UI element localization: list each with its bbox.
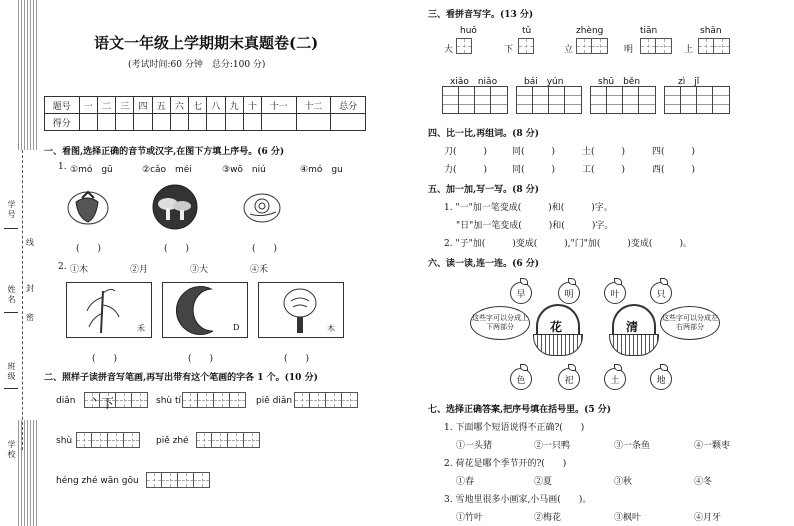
q1-char-option-4: ④禾 [250, 265, 269, 275]
score-cell[interactable] [296, 114, 331, 131]
q3-char-shang: 上 [684, 45, 694, 55]
q7-q1-option-3: ③一条鱼 [614, 441, 651, 451]
table-cell: 四 [134, 97, 152, 114]
q2-item-piedian: piě diǎn [256, 396, 293, 406]
q2-item-dian: diǎn [56, 396, 76, 406]
pinyin-cell[interactable] [533, 87, 549, 113]
q2-title: 二、照样子读拼音写笔画,再写出带有这个笔画的字各 1 个。(10 分) [44, 373, 318, 383]
apple-char: 叶 [610, 289, 620, 300]
grid-cell[interactable] [214, 392, 230, 408]
pinyin-cell[interactable] [591, 87, 607, 113]
q5-line2[interactable]: "日"加一笔变成( )和( )字。 [456, 221, 614, 231]
apple-ye[interactable] [604, 282, 626, 304]
q7-title: 七、选择正确答案,把序号填在括号里。(5 分) [428, 405, 612, 415]
school-label: 学校 [7, 440, 16, 460]
q7-question-2[interactable]: 2. 荷花是哪个季节开的?( ) [444, 459, 567, 469]
q3-title: 三、看拼音写字。(13 分) [428, 10, 534, 20]
q4-row1-item3[interactable]: 土( ) [582, 147, 626, 157]
pinyin-cell[interactable] [517, 87, 533, 113]
binding-strip [0, 0, 40, 526]
q7-q3-option-2: ②梅花 [534, 513, 562, 523]
q1-char-option-3: ③大 [190, 265, 209, 275]
apple-char: 早 [516, 289, 526, 300]
moon-picture [162, 282, 248, 338]
q4-row2-item1[interactable]: 力( ) [444, 165, 488, 175]
apple-si[interactable] [558, 368, 580, 390]
q3-pinyin-baiyun: bái yún [524, 77, 564, 87]
table-cell: 十一 [261, 97, 296, 114]
class-line [4, 388, 18, 389]
q7-q3-option-3: ③枫叶 [614, 513, 642, 523]
pinyin-cell[interactable] [713, 87, 729, 113]
q5-line1[interactable]: 1. "一"加一笔变成( )和( )字。 [444, 203, 613, 213]
q1-part2-num: 2. [58, 262, 67, 272]
q4-row1-item4[interactable]: 四( ) [652, 147, 696, 157]
grid-cell[interactable] [656, 38, 672, 54]
grid-cell[interactable] [198, 392, 214, 408]
apple-zhi[interactable] [650, 282, 672, 304]
table-cell: 得分 [45, 114, 80, 131]
grid-cell[interactable] [342, 392, 358, 408]
example-stroke: 丶 [88, 393, 101, 407]
answer-paren[interactable]: ( ) [188, 354, 214, 364]
q2-item-piezhe: piě zhé [156, 436, 189, 446]
q3-grid-shuben[interactable] [590, 86, 656, 114]
student-id-line [4, 228, 18, 229]
apple-se[interactable] [510, 368, 532, 390]
table-cell: 一 [79, 97, 97, 114]
q5-title: 五、加一加,写一写。(8 分) [428, 185, 540, 195]
class-label: 班级 [7, 362, 16, 382]
q6-title: 六、读一读,连一连。(6 分) [428, 259, 540, 269]
q2-grid-piezhe[interactable] [196, 432, 260, 448]
table-cell: 九 [225, 97, 243, 114]
q7-q2-option-2: ②夏 [534, 477, 553, 487]
rice-plant-picture [66, 282, 152, 338]
apple-char: 色 [516, 375, 526, 386]
q3-grid-xiaoniao[interactable] [442, 86, 508, 114]
q4-row2-item2[interactable]: 同( ) [512, 165, 556, 175]
q3-grid-zheng[interactable] [576, 38, 608, 54]
snail-image [242, 190, 282, 224]
q4-row1-item1[interactable]: 刀( ) [444, 147, 488, 157]
table-cell: 题号 [45, 97, 80, 114]
name-line [4, 312, 18, 313]
grid-cell[interactable] [244, 432, 260, 448]
binding-label-feng: 封 [26, 284, 34, 293]
q1-option-2: ②cǎo méi [142, 165, 192, 175]
grid-cell[interactable] [108, 432, 124, 448]
grid-cell[interactable] [592, 38, 608, 54]
grid-cell[interactable] [132, 392, 148, 408]
pinyin-cell[interactable] [443, 87, 459, 113]
pinyin-cell[interactable] [639, 87, 655, 113]
q1-option-4: ④mó gu [300, 165, 343, 175]
q7-question-3[interactable]: 3. 雪地里很多小画家,小马画( )。 [444, 495, 592, 505]
table-cell: 总分 [331, 97, 366, 114]
grid-cell[interactable] [124, 432, 140, 448]
q7-q1-option-1: ①一头猪 [456, 441, 493, 451]
table-cell: 十 [243, 97, 261, 114]
q3-pinyin-tu: tǔ [522, 26, 532, 36]
grid-cell[interactable] [178, 472, 194, 488]
score-cell[interactable] [225, 114, 243, 131]
basket-label-hua: 花 [550, 320, 563, 334]
grid-cell[interactable] [310, 392, 326, 408]
binding-hatch-top [18, 0, 38, 150]
q7-q3-option-1: ①竹叶 [456, 513, 484, 523]
q2-grid-shu[interactable] [76, 432, 140, 448]
speech-bubble-left: 这些字可以分成上下两部分 [470, 306, 530, 340]
q2-item-hengzhewangou: héng zhé wān gōu [56, 476, 139, 486]
page-title: 语文一年级上学期期末真题卷(二) [94, 34, 319, 52]
answer-paren[interactable]: ( ) [284, 354, 310, 364]
q3-pinyin-tian: tiān [640, 26, 658, 36]
pinyin-cell[interactable] [681, 87, 697, 113]
apple-ming[interactable] [558, 282, 580, 304]
answer-paren[interactable]: ( ) [252, 244, 278, 254]
speech-bubble-right: 这些字可以分成左右两部分 [660, 306, 720, 340]
q7-q2-option-3: ③秋 [614, 477, 633, 487]
q4-row2-item4[interactable]: 西( ) [652, 165, 696, 175]
score-cell[interactable] [261, 114, 296, 131]
tree-picture [258, 282, 344, 338]
small-char-moon: D [233, 323, 240, 332]
basket-hua[interactable] [533, 334, 583, 356]
pinyin-cell[interactable] [475, 87, 491, 113]
pinyin-cell[interactable] [697, 87, 713, 113]
table-cell: 三 [116, 97, 134, 114]
score-cell[interactable] [170, 114, 188, 131]
pinyin-cell[interactable] [607, 87, 623, 113]
apple-char: 祀 [564, 375, 574, 386]
grid-cell[interactable] [146, 472, 162, 488]
grid-cell[interactable] [640, 38, 656, 54]
example-char: 下 [101, 397, 115, 412]
q7-q3-option-4: ④月牙 [694, 513, 722, 523]
q4-row1-item2[interactable]: 同( ) [512, 147, 556, 157]
binding-dash-line [22, 150, 23, 450]
basket-label-qing: 清 [626, 320, 639, 334]
table-cell: 二 [97, 97, 115, 114]
score-cell[interactable] [79, 114, 97, 131]
q3-char-da: 大 [444, 45, 454, 55]
grid-cell[interactable] [456, 38, 472, 54]
q3-pinyin-xiaoniao: xiǎo niǎo [450, 77, 498, 87]
pinyin-cell[interactable] [459, 87, 475, 113]
binding-label-xian: 线 [26, 238, 34, 247]
apple-char: 地 [656, 375, 666, 386]
pinyin-cell[interactable] [565, 87, 581, 113]
score-cell[interactable] [243, 114, 261, 131]
grid-cell[interactable] [100, 392, 116, 412]
q7-q1-option-4: ④一颗枣 [694, 441, 731, 451]
grid-cell[interactable] [84, 392, 100, 408]
small-char-he: 禾 [137, 324, 145, 333]
apple-char: 土 [610, 375, 620, 386]
score-table-score-row [45, 114, 366, 131]
q1-char-option-1: ①木 [70, 265, 89, 275]
q7-q1-option-2: ②一只鸭 [534, 441, 571, 451]
score-cell[interactable] [97, 114, 115, 131]
grid-cell[interactable] [92, 432, 108, 448]
q3-grid-baiyun[interactable] [516, 86, 582, 114]
q3-pinyin-shan: shān [700, 26, 722, 36]
apple-char: 只 [656, 289, 666, 300]
q7-question-1[interactable]: 1. 下面哪个短语说得不正确?( ) [444, 423, 585, 433]
q3-grid-ziji[interactable] [664, 86, 730, 114]
mushroom-image [152, 184, 198, 230]
grid-cell[interactable] [714, 38, 730, 54]
grid-cell[interactable] [230, 392, 246, 408]
basket-qing[interactable] [609, 334, 659, 356]
table-cell: 八 [207, 97, 225, 114]
grid-cell[interactable] [326, 392, 342, 408]
answer-paren[interactable]: ( ) [92, 354, 118, 364]
q3-char-ming: 明 [624, 45, 634, 55]
grid-cell[interactable] [116, 392, 132, 408]
pinyin-cell[interactable] [491, 87, 507, 113]
score-cell[interactable] [331, 114, 366, 131]
q3-char-xia: 下 [504, 45, 514, 55]
binding-label-mi: 密 [26, 313, 34, 322]
q2-grid-shuti[interactable] [182, 392, 246, 408]
table-cell: 六 [170, 97, 188, 114]
grid-cell[interactable] [196, 432, 212, 448]
apple-zao[interactable] [510, 282, 532, 304]
score-cell[interactable] [207, 114, 225, 131]
small-char-mu: 木 [327, 324, 335, 333]
q7-q2-option-4: ④冬 [694, 477, 713, 487]
q5-line3[interactable]: 2. "子"加( )变成( ),"门"加( )变成( )。 [444, 239, 692, 249]
score-cell[interactable] [152, 114, 170, 131]
grid-cell[interactable] [698, 38, 714, 54]
q1-option-1: ①mó gū [70, 165, 113, 175]
q3-pinyin-ziji: zì jǐ [678, 77, 700, 87]
page-subtitle: (考试时间:60 分钟 总分:100 分) [128, 60, 266, 70]
grid-cell[interactable] [294, 392, 310, 408]
q2-item-shu: shù [56, 436, 73, 446]
table-cell: 五 [152, 97, 170, 114]
q3-grid-tu[interactable] [518, 38, 534, 54]
answer-paren[interactable]: ( ) [76, 244, 102, 254]
score-cell[interactable] [189, 114, 207, 131]
q2-grid-dian[interactable] [84, 392, 148, 412]
q3-pinyin-zheng: zhèng [576, 26, 604, 36]
score-table [44, 96, 366, 131]
apple-tu[interactable] [604, 368, 626, 390]
grid-cell[interactable] [518, 38, 534, 54]
score-cell[interactable] [134, 114, 152, 131]
table-cell: 十二 [296, 97, 331, 114]
q2-grid-piedian[interactable] [294, 392, 358, 408]
answer-paren[interactable]: ( ) [164, 244, 190, 254]
q4-row2-item3[interactable]: 工( ) [582, 165, 626, 175]
q3-grid-shan[interactable] [698, 38, 730, 54]
q1-part1-num: 1. [58, 162, 67, 172]
grid-cell[interactable] [228, 432, 244, 448]
q1-title: 一、看图,选择正确的音节或汉字,在图下方填上序号。(6 分) [44, 147, 285, 157]
pinyin-cell[interactable] [623, 87, 639, 113]
q4-title: 四、比一比,再组词。(8 分) [428, 129, 540, 139]
binding-hatch-bottom [18, 420, 38, 526]
grid-cell[interactable] [212, 432, 228, 448]
grid-cell[interactable] [194, 472, 210, 488]
q2-item-shuti: shù tí [156, 396, 181, 406]
pinyin-cell[interactable] [549, 87, 565, 113]
q2-grid-hengzhewangou[interactable] [146, 472, 210, 488]
q3-char-li: 立 [564, 45, 574, 55]
score-cell[interactable] [116, 114, 134, 131]
table-cell: 七 [189, 97, 207, 114]
student-id-label: 学号 [7, 200, 16, 220]
q3-pinyin-shuben: shū běn [598, 77, 641, 87]
apple-char: 明 [564, 289, 574, 300]
score-table-header-row [45, 97, 366, 114]
pinyin-cell[interactable] [665, 87, 681, 113]
q3-grid-huo[interactable] [456, 38, 472, 54]
q1-option-3: ③wō niú [222, 165, 266, 175]
q7-q2-option-1: ①春 [456, 477, 475, 487]
q3-grid-tian[interactable] [640, 38, 672, 54]
q3-pinyin-huo: huǒ [460, 26, 477, 36]
grid-cell[interactable] [76, 432, 92, 448]
name-label: 姓名 [7, 285, 16, 305]
grid-cell[interactable] [576, 38, 592, 54]
q1-char-option-2: ②月 [130, 265, 149, 275]
apple-di[interactable] [650, 368, 672, 390]
grid-cell[interactable] [162, 472, 178, 488]
grid-cell[interactable] [182, 392, 198, 408]
strawberry-image [66, 188, 110, 226]
